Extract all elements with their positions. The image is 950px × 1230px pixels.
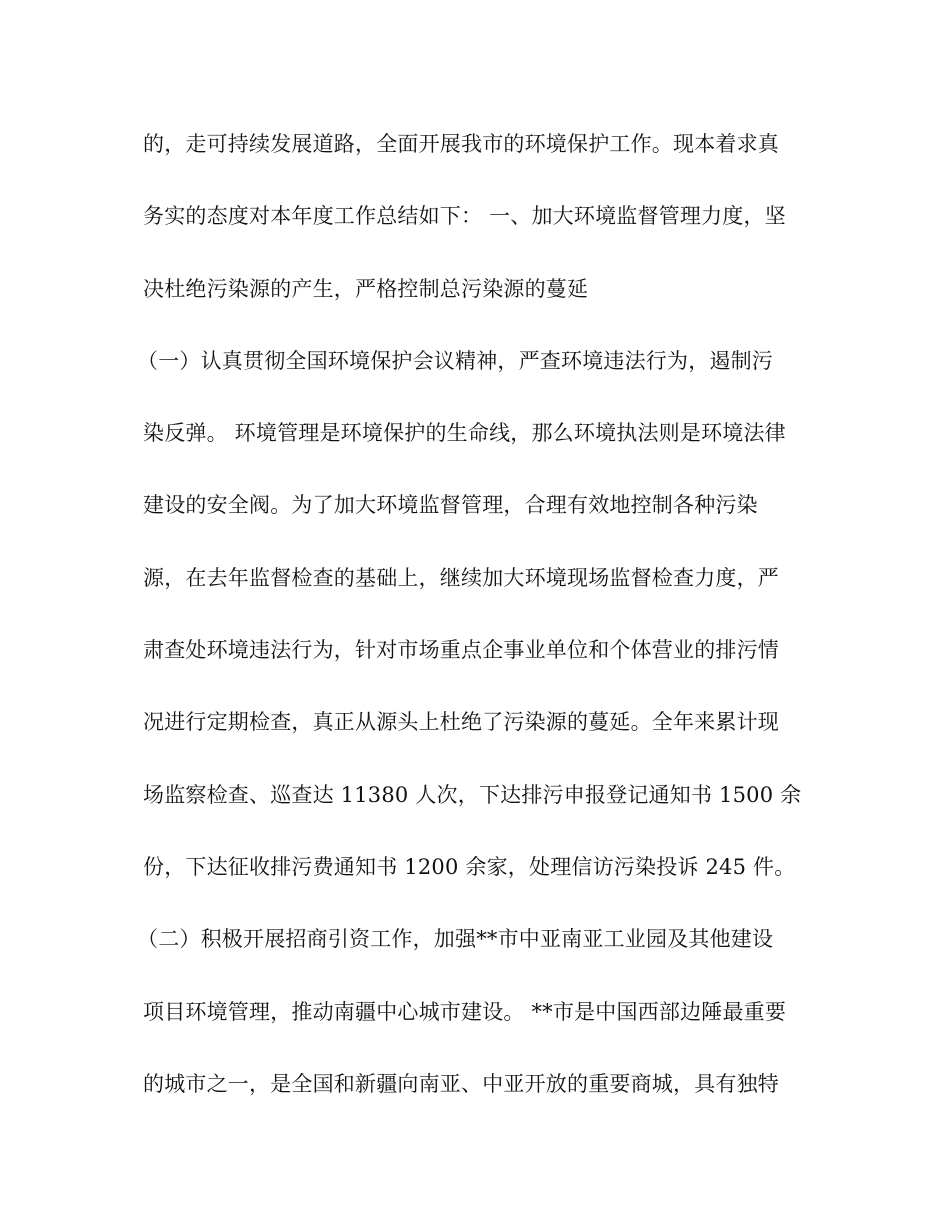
- body-text: [137, 124, 823, 1136]
- text-line: 染反弹。 环境管理是环境保护的生命线，那么环境执法则是环境法律: [143, 421, 786, 446]
- text-line: 场监察检查、巡查达 11380 人次，下达排污申报登记通知书 1500 余: [143, 782, 802, 807]
- text-line: 况进行定期检查，真正从源头上杜绝了污染源的蔓延。全年来累计现: [143, 710, 779, 735]
- text-line: 源，在去年监督检查的基础上，继续加大环境现场监督检查力度，严: [143, 565, 779, 590]
- text-line: 建设的安全阀。为了加大环境监督管理，合理有效地控制各种污染: [143, 493, 758, 518]
- text-line: 的城市之一，是全国和新疆向南亚、中亚开放的重要商城，具有独特: [143, 1071, 779, 1096]
- text-line: 决杜绝污染源的产生，严格控制总污染源的蔓延: [143, 276, 589, 301]
- section-heading-line: （一）认真贯彻全国环境保护会议精神，严查环境违法行为，遏制污: [137, 348, 773, 373]
- text-line: 肃查处环境违法行为，针对市场重点企事业单位和个体营业的排污情: [143, 638, 779, 663]
- text-line: 务实的态度对本年度工作总结如下： 一、加大环境监督管理力度，坚: [143, 204, 786, 229]
- text-line: 项目环境管理，推动南疆中心城市建设。 **市是中国西部边陲最重要: [143, 999, 787, 1024]
- text-line: 的，走可持续发展道路，全面开展我市的环境保护工作。现本着求真: [143, 132, 779, 156]
- text-line: 份，下达征收排污费通知书 1200 余家，处理信访污染投诉 245 件。: [143, 854, 796, 879]
- section-heading-line: （二）积极开展招商引资工作，加强**市中亚南亚工业园及其他建设: [137, 927, 774, 952]
